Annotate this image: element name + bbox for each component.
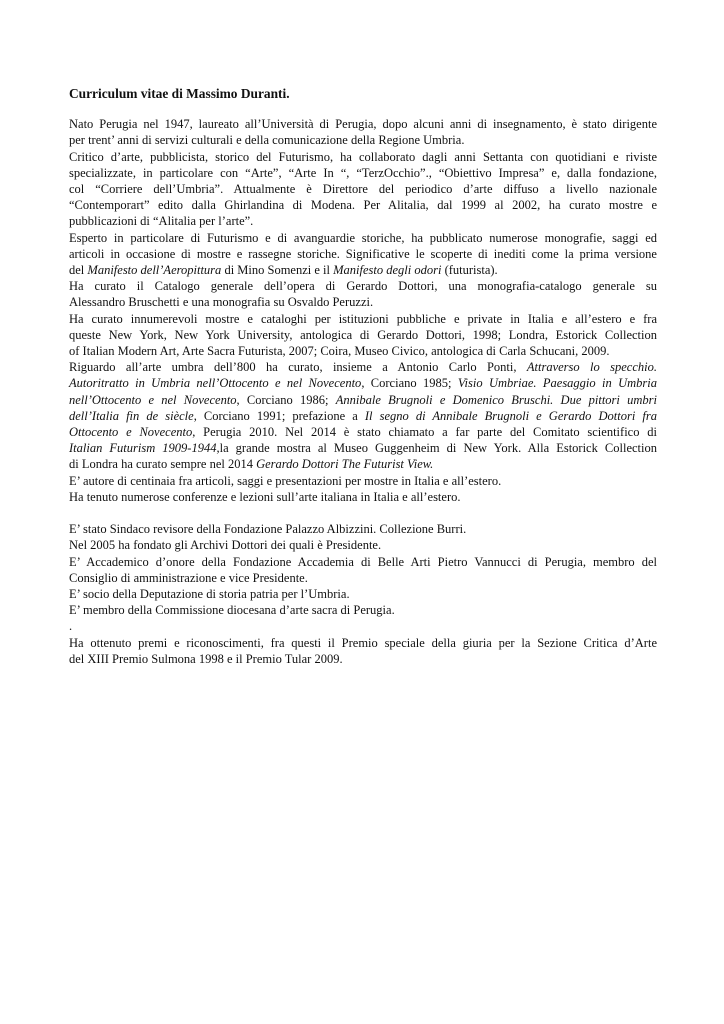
italic-title: Attraverso lo specchio. — [526, 360, 657, 375]
italic-title: Manifesto degli odori — [333, 263, 442, 278]
italic-title: Visio Umbriae. Paesaggio in Umbria — [457, 376, 658, 391]
paragraph-umbrian-art — [69, 359, 657, 472]
text-line: E’ membro della Commissione diocesana d’arte sacra di Perugia. — [69, 603, 395, 618]
text-line: Ha curato innumerevoli mostre e cataloghi per istituzioni pubbliche e private in Italia e all’estero e fra — [69, 311, 657, 326]
italic-title: Italian Futurism 1909-1944, — [69, 441, 220, 456]
paragraph-awards — [69, 635, 657, 667]
document-title: Curriculum vitae di Massimo Duranti. — [69, 86, 290, 101]
text-line: Esperto in particolare di Futurismo e di avanguardie storiche, ha pubblicato numerose monografie, saggi ed — [69, 230, 657, 245]
italic-title: dell’Italia fin de siècle — [69, 408, 194, 423]
text-line — [69, 262, 657, 278]
text-line — [69, 424, 657, 440]
text-run: di Londra ha curato sempre nel 2014 — [69, 457, 257, 472]
text-line: Ha curato il Catalogo generale dell’opera di Gerardo Dottori, una monografia-catalogo generale su — [69, 279, 657, 294]
text-line: Critico d’arte, pubblicista, storico del Futurismo, ha collaborato dagli anni Settanta con quotidiani e riviste — [69, 149, 657, 164]
paragraph-catalogues — [69, 278, 657, 310]
text-line — [69, 375, 657, 391]
text-line: E’ Accademico d’onore della Fondazione Accademia di Belle Arti Pietro Vannucci di Perugia, membro del — [69, 554, 657, 569]
italic-title: Manifesto dell’Aeropittura — [87, 263, 222, 278]
text-run: la grande mostra al Museo Guggenheim di New York. Alla Estorick Collection — [219, 441, 657, 456]
text-line: queste New York, New York University, antologica di Gerardo Dottori, 1998; Londra, Estorick Collection — [69, 327, 657, 342]
text-line — [69, 440, 657, 456]
italic-title: Il segno di Annibale Brugnoli e Gerardo Dottori fra — [364, 408, 657, 423]
text-line: del XIII Premio Sulmona 1998 e il Premio Tular 2009. — [69, 651, 343, 666]
paragraph-exhibitions — [69, 311, 657, 360]
text-run: , Perugia 2010. Nel 2014 è stato chiamato a far parte del Comitato scientifico di — [192, 425, 657, 440]
text-run: , Corciano 1986; — [236, 392, 336, 407]
text-line — [69, 359, 657, 375]
text-line: Consiglio di amministrazione e vice Presidente. — [69, 570, 308, 585]
paragraph-auditor — [69, 521, 657, 537]
text-line — [69, 408, 657, 424]
paragraph-deputation — [69, 586, 657, 602]
text-line: . — [69, 619, 73, 634]
text-run: Riguardo all’arte umbra dell’800 ha curato, insieme a Antonio Carlo Ponti, — [69, 360, 527, 375]
paragraph-academy — [69, 554, 657, 586]
text-line: Nel 2005 ha fondato gli Archivi Dottori dei quali è Presidente. — [69, 538, 382, 553]
text-line: specializzate, in particolare con “Arte”, “Arte In “, “TerzOcchio”., “Obiettivo Impresa” e, dalla fondazione, — [69, 165, 657, 180]
text-run: , Corciano 1991; prefazione a — [193, 408, 365, 423]
italic-title: Gerardo Dottori The Futurist View. — [256, 457, 434, 472]
text-line: of Italian Modern Art, Arte Sacra Futurista, 2007; Coira, Museo Civico, antologica di Carla Schucani, 2009. — [69, 344, 610, 359]
text-line — [69, 392, 657, 408]
paragraph-critic — [69, 149, 657, 230]
italic-title: Annibale Brugnoli e Domenico Bruschi. Due pittori umbri — [335, 392, 658, 407]
text-line: “Contemporart” edito dalla Ghirlandina di Modena. Per Alitalia, dal 1999 al 2002, ha curato mostre e — [69, 198, 657, 213]
paragraph-spacer — [69, 505, 657, 521]
text-line: articoli in occasione di mostre e rassegne storiche. Significative le scoperte di inediti come la prima versione — [69, 246, 657, 261]
paragraph-birth-career — [69, 116, 657, 148]
text-line: E’ socio della Deputazione di storia patria per l’Umbria. — [69, 587, 350, 602]
paragraph-futurism-expert — [69, 230, 657, 279]
paragraph-conferences — [69, 489, 657, 505]
text-line: Ha tenuto numerose conferenze e lezioni sull’arte italiana in Italia e all’estero. — [69, 489, 461, 504]
paragraph-archives — [69, 537, 657, 553]
text-run: , Corciano 1985; — [361, 376, 458, 391]
paragraph-author — [69, 473, 657, 489]
text-run: del — [69, 263, 88, 278]
text-run: (futurista). — [441, 263, 498, 278]
text-line — [69, 456, 657, 472]
text-line: Ha ottenuto premi e riconoscimenti, fra questi il Premio speciale della giuria per la Sezione Critica d’Arte — [69, 635, 657, 650]
paragraph-commission — [69, 602, 657, 618]
text-line: Alessandro Bruschetti e una monografia su Osvaldo Peruzzi. — [69, 295, 374, 310]
text-line: E’ autore di centinaia fra articoli, saggi e presentazioni per mostre in Italia e all’estero. — [69, 473, 502, 488]
text-line: E’ stato Sindaco revisore della Fondazione Palazzo Albizzini. Collezione Burri. — [69, 522, 467, 537]
text-line: Nato Perugia nel 1947, laureato all’Università di Perugia, dopo alcuni anni di insegnamento, è stato dirigente — [69, 117, 657, 132]
document-page — [69, 86, 657, 667]
italic-title: nell’Ottocento e nel Novecento — [69, 392, 237, 407]
text-line: pubblicazioni di “Alitalia per l’arte”. — [69, 214, 254, 229]
text-line: per trent’ anni di servizi culturali e della comunicazione della Regione Umbria. — [69, 133, 465, 148]
text-run: di Mino Somenzi e il — [221, 263, 334, 278]
text-line: col “Corriere dell’Umbria”. Attualmente è Direttore del periodico d’arte diffuso a livello nazionale — [69, 182, 657, 197]
italic-title: Autoritratto in Umbria nell’Ottocento e nel Novecento — [69, 376, 362, 391]
paragraph-dot — [69, 618, 657, 634]
italic-title: Ottocento e Novecento — [69, 425, 193, 440]
